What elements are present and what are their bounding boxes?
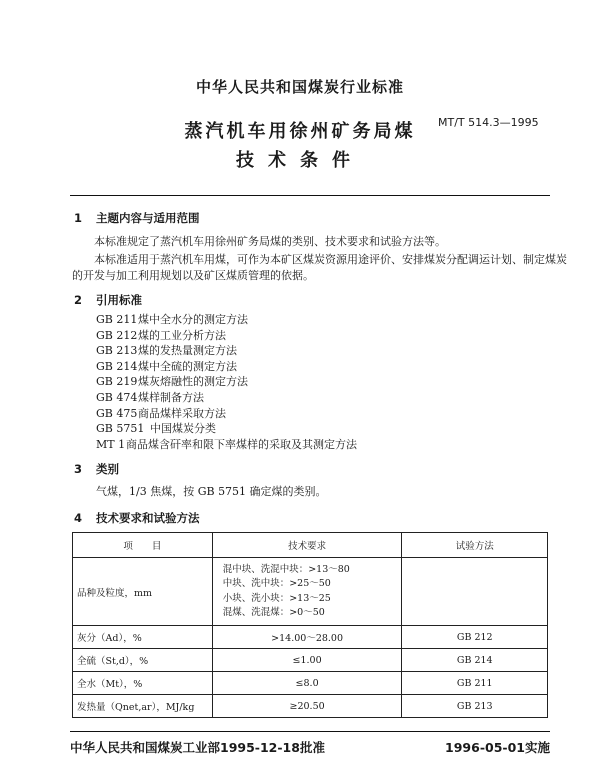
- standard-name: 煤中全水分的测定方法: [138, 313, 248, 326]
- table-cell-item: 全水（Mt），%: [73, 672, 213, 695]
- column-header: 技术要求: [212, 533, 402, 558]
- referenced-standards-list: [96, 311, 357, 451]
- standard-name: 中国煤炭分类: [150, 422, 216, 436]
- list-item: [96, 436, 357, 452]
- section-2-heading: [74, 292, 142, 308]
- column-header: 项 目: [73, 533, 213, 558]
- list-item: [96, 358, 357, 374]
- section-title: 主题内容与适用范围: [96, 211, 200, 225]
- header-divider: [70, 195, 550, 196]
- list-item: [96, 327, 357, 343]
- issuing-organization: 中华人民共和国煤炭行业标准: [195, 78, 404, 96]
- requirement-line: 混煤、洗混煤：>0～50: [222, 607, 325, 618]
- section-title: 类别: [96, 462, 119, 476]
- section-title: 技术要求和试验方法: [96, 511, 200, 525]
- section-3-heading: [74, 461, 119, 477]
- table-cell-method: [402, 558, 548, 626]
- requirement-line: 小块、洗小块：>13～25: [222, 592, 331, 604]
- list-item: [96, 420, 357, 436]
- standard-id: GB 5751: [96, 422, 145, 436]
- section-number: 3: [74, 462, 83, 476]
- standard-id: GB 474: [96, 390, 138, 404]
- standard-name: 煤灰熔融性的测定方法: [138, 375, 248, 389]
- table-row: [73, 649, 548, 672]
- table-cell-item: 灰分（Ad），%: [73, 626, 213, 649]
- standard-id: GB 211: [96, 313, 138, 326]
- paragraph: 本标准适用于蒸汽机车用煤，可作为本矿区煤炭资源用途评价、安排煤炭分配调运计划、制定煤炭: [94, 253, 567, 266]
- table-cell-method: GB 214: [402, 649, 548, 672]
- table-row: [73, 558, 548, 626]
- standard-id: GB 213: [96, 344, 138, 358]
- requirement-line: 混中块、洗混中块：>13～80: [222, 563, 350, 575]
- table-cell-item: 全硫（St,d），%: [73, 649, 213, 672]
- table-cell-method: GB 213: [402, 695, 548, 718]
- table-cell-requirement: ≥20.50: [212, 695, 402, 718]
- column-header: 试验方法: [402, 533, 548, 558]
- paragraph: 气煤，1/3 焦煤，按 GB 5751 确定煤的类别。: [96, 485, 327, 498]
- section-number: 1: [74, 211, 83, 225]
- footer-divider: [70, 731, 550, 732]
- table-cell-item: 发热量（Qnet,ar），MJ/kg: [73, 695, 213, 718]
- table-cell-requirement: >14.00～28.00: [212, 626, 402, 649]
- list-item: [96, 311, 357, 327]
- requirement-line: 中块、洗中块：>25～50: [222, 578, 331, 589]
- standard-name: 商品煤含矸率和限下率煤样的采取及其测定方法: [126, 437, 357, 451]
- table-cell-method: GB 212: [402, 626, 548, 649]
- section-title: 引用标准: [96, 293, 142, 307]
- section-1-heading: [74, 210, 200, 226]
- standard-id: GB 219: [96, 375, 138, 389]
- section-4-heading: [74, 510, 200, 526]
- list-item: [96, 373, 357, 389]
- section-number: 4: [74, 511, 83, 525]
- standard-name: 商品煤样采取方法: [138, 406, 226, 420]
- paragraph: 的开发与加工利用规划以及矿区煤质管理的依据。: [72, 269, 314, 282]
- standard-name: 煤样制备方法: [138, 390, 204, 404]
- table-cell-requirement: [212, 558, 402, 626]
- standard-name: 煤的工业分析方法: [138, 328, 226, 342]
- paragraph: 本标准规定了蒸汽机车用徐州矿务局煤的类别、技术要求和试验方法等。: [94, 235, 446, 248]
- table-cell-requirement: ≤8.0: [212, 672, 402, 695]
- approval-line: 中华人民共和国煤炭工业部1995-12-18批准: [70, 740, 325, 755]
- table-cell-requirement: ≤1.00: [212, 649, 402, 672]
- document-subtitle: 技术条件: [236, 150, 364, 171]
- table-header-row: [73, 533, 548, 558]
- list-item: [96, 405, 357, 421]
- effective-date: 1996-05-01实施: [445, 740, 550, 755]
- technical-requirements-table: [72, 532, 548, 718]
- standard-id: GB 214: [96, 359, 138, 373]
- standard-name: 煤中全硫的测定方法: [138, 359, 237, 373]
- table-row: [73, 626, 548, 649]
- standard-id: GB 212: [96, 328, 138, 342]
- table-row: [73, 695, 548, 718]
- table-cell-method: GB 211: [402, 672, 548, 695]
- table-cell-item: 品种及粒度，mm: [73, 558, 213, 626]
- standard-name: 煤的发热量测定方法: [138, 344, 237, 358]
- standard-id: MT 1: [96, 437, 126, 451]
- list-item: [96, 342, 357, 358]
- standard-id: GB 475: [96, 406, 138, 420]
- document-title: 蒸汽机车用徐州矿务局煤: [184, 121, 416, 142]
- table-row: [73, 672, 548, 695]
- list-item: [96, 389, 357, 405]
- standard-code: MT/T 514.3—1995: [438, 116, 539, 129]
- section-number: 2: [74, 293, 83, 307]
